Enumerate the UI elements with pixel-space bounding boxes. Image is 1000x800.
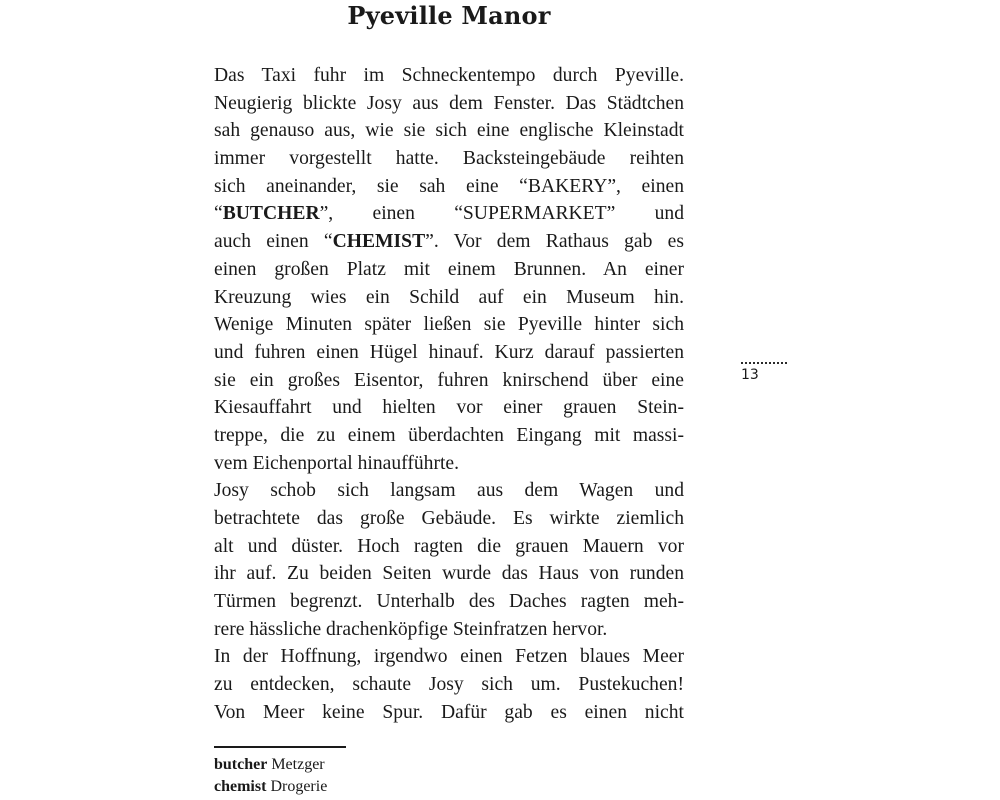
footnote-translation: Drogerie bbox=[270, 778, 328, 795]
text-line: Von Meer keine Spur. Dafür gab es einen nicht bbox=[214, 701, 684, 723]
footnotes bbox=[214, 754, 514, 798]
text-line: sah genauso aus, wie sie sich eine englische Kleinstadt bbox=[214, 120, 684, 142]
text-line: ihr auf. Zu beiden Seiten wurde das Haus von runden bbox=[214, 563, 684, 585]
footnote-term: butcher bbox=[214, 756, 268, 773]
text-fragment: “ bbox=[214, 203, 223, 225]
footnote-translation: Metzger bbox=[271, 756, 325, 773]
page-marker bbox=[741, 362, 787, 383]
text-line: einen großen Platz mit einem Brunnen. An einer bbox=[214, 258, 684, 280]
text-line: zu entdecken, schaute Josy sich um. Pustekuchen! bbox=[214, 674, 684, 696]
page-number: 13 bbox=[741, 367, 759, 383]
text-line: Kreuzung wies ein Schild auf ein Museum hin. bbox=[214, 286, 684, 308]
page-title: Pyeville Manor bbox=[347, 1, 551, 30]
text-fragment: ”. Vor dem Rathaus gab es bbox=[425, 231, 684, 253]
text-line: Wenige Minuten später ließen sie Pyeville hinter sich bbox=[214, 314, 684, 336]
text-fragment: auch einen “ bbox=[214, 231, 333, 253]
glossary-term-chemist: CHEMIST bbox=[332, 231, 426, 253]
text-line bbox=[214, 200, 684, 228]
text-line: Kiesauffahrt und hielten vor einer grauen Stein- bbox=[214, 397, 684, 419]
footnote-entry bbox=[214, 776, 514, 798]
text-line: immer vorgestellt hatte. Backsteingebäude reihten bbox=[214, 148, 684, 170]
text-line: In der Hoffnung, irgendwo einen Fetzen blaues Meer bbox=[214, 646, 684, 668]
footnote-entry bbox=[214, 754, 514, 776]
text-line: Josy schob sich langsam aus dem Wagen und bbox=[214, 480, 684, 502]
text-line: Das Taxi fuhr im Schneckentempo durch Pyeville. bbox=[214, 65, 684, 86]
footnote-divider bbox=[214, 746, 346, 748]
body-text bbox=[214, 62, 684, 727]
text-line: Neugierig blickte Josy aus dem Fenster. Das Städtchen bbox=[214, 92, 684, 114]
text-line: rere hässliche drachenköpfige Steinfratzen hervor. bbox=[214, 618, 608, 640]
text-line: Türmen begrenzt. Unterhalb des Daches ragten meh- bbox=[214, 591, 684, 613]
glossary-term-butcher: BUTCHER bbox=[222, 203, 320, 225]
text-line: vem Eichenportal hinaufführte. bbox=[214, 452, 460, 474]
text-line: sie ein großes Eisentor, fuhren knirschend über eine bbox=[214, 369, 684, 391]
text-line: und fuhren einen Hügel hinauf. Kurz darauf passierten bbox=[214, 341, 684, 363]
text-line bbox=[214, 228, 684, 256]
page-dots-divider bbox=[741, 362, 787, 364]
text-line: treppe, die zu einem überdachten Eingang mit massi- bbox=[214, 424, 684, 446]
text-fragment: ”, einen “SUPERMARKET” und bbox=[319, 203, 684, 225]
footnote-term: chemist bbox=[214, 778, 267, 795]
text-line: sich aneinander, sie sah eine “BAKERY”, einen bbox=[214, 175, 684, 197]
text-line: betrachtete das große Gebäude. Es wirkte ziemlich bbox=[214, 508, 684, 529]
text-line: alt und düster. Hoch ragten die grauen Mauern vor bbox=[214, 535, 684, 557]
